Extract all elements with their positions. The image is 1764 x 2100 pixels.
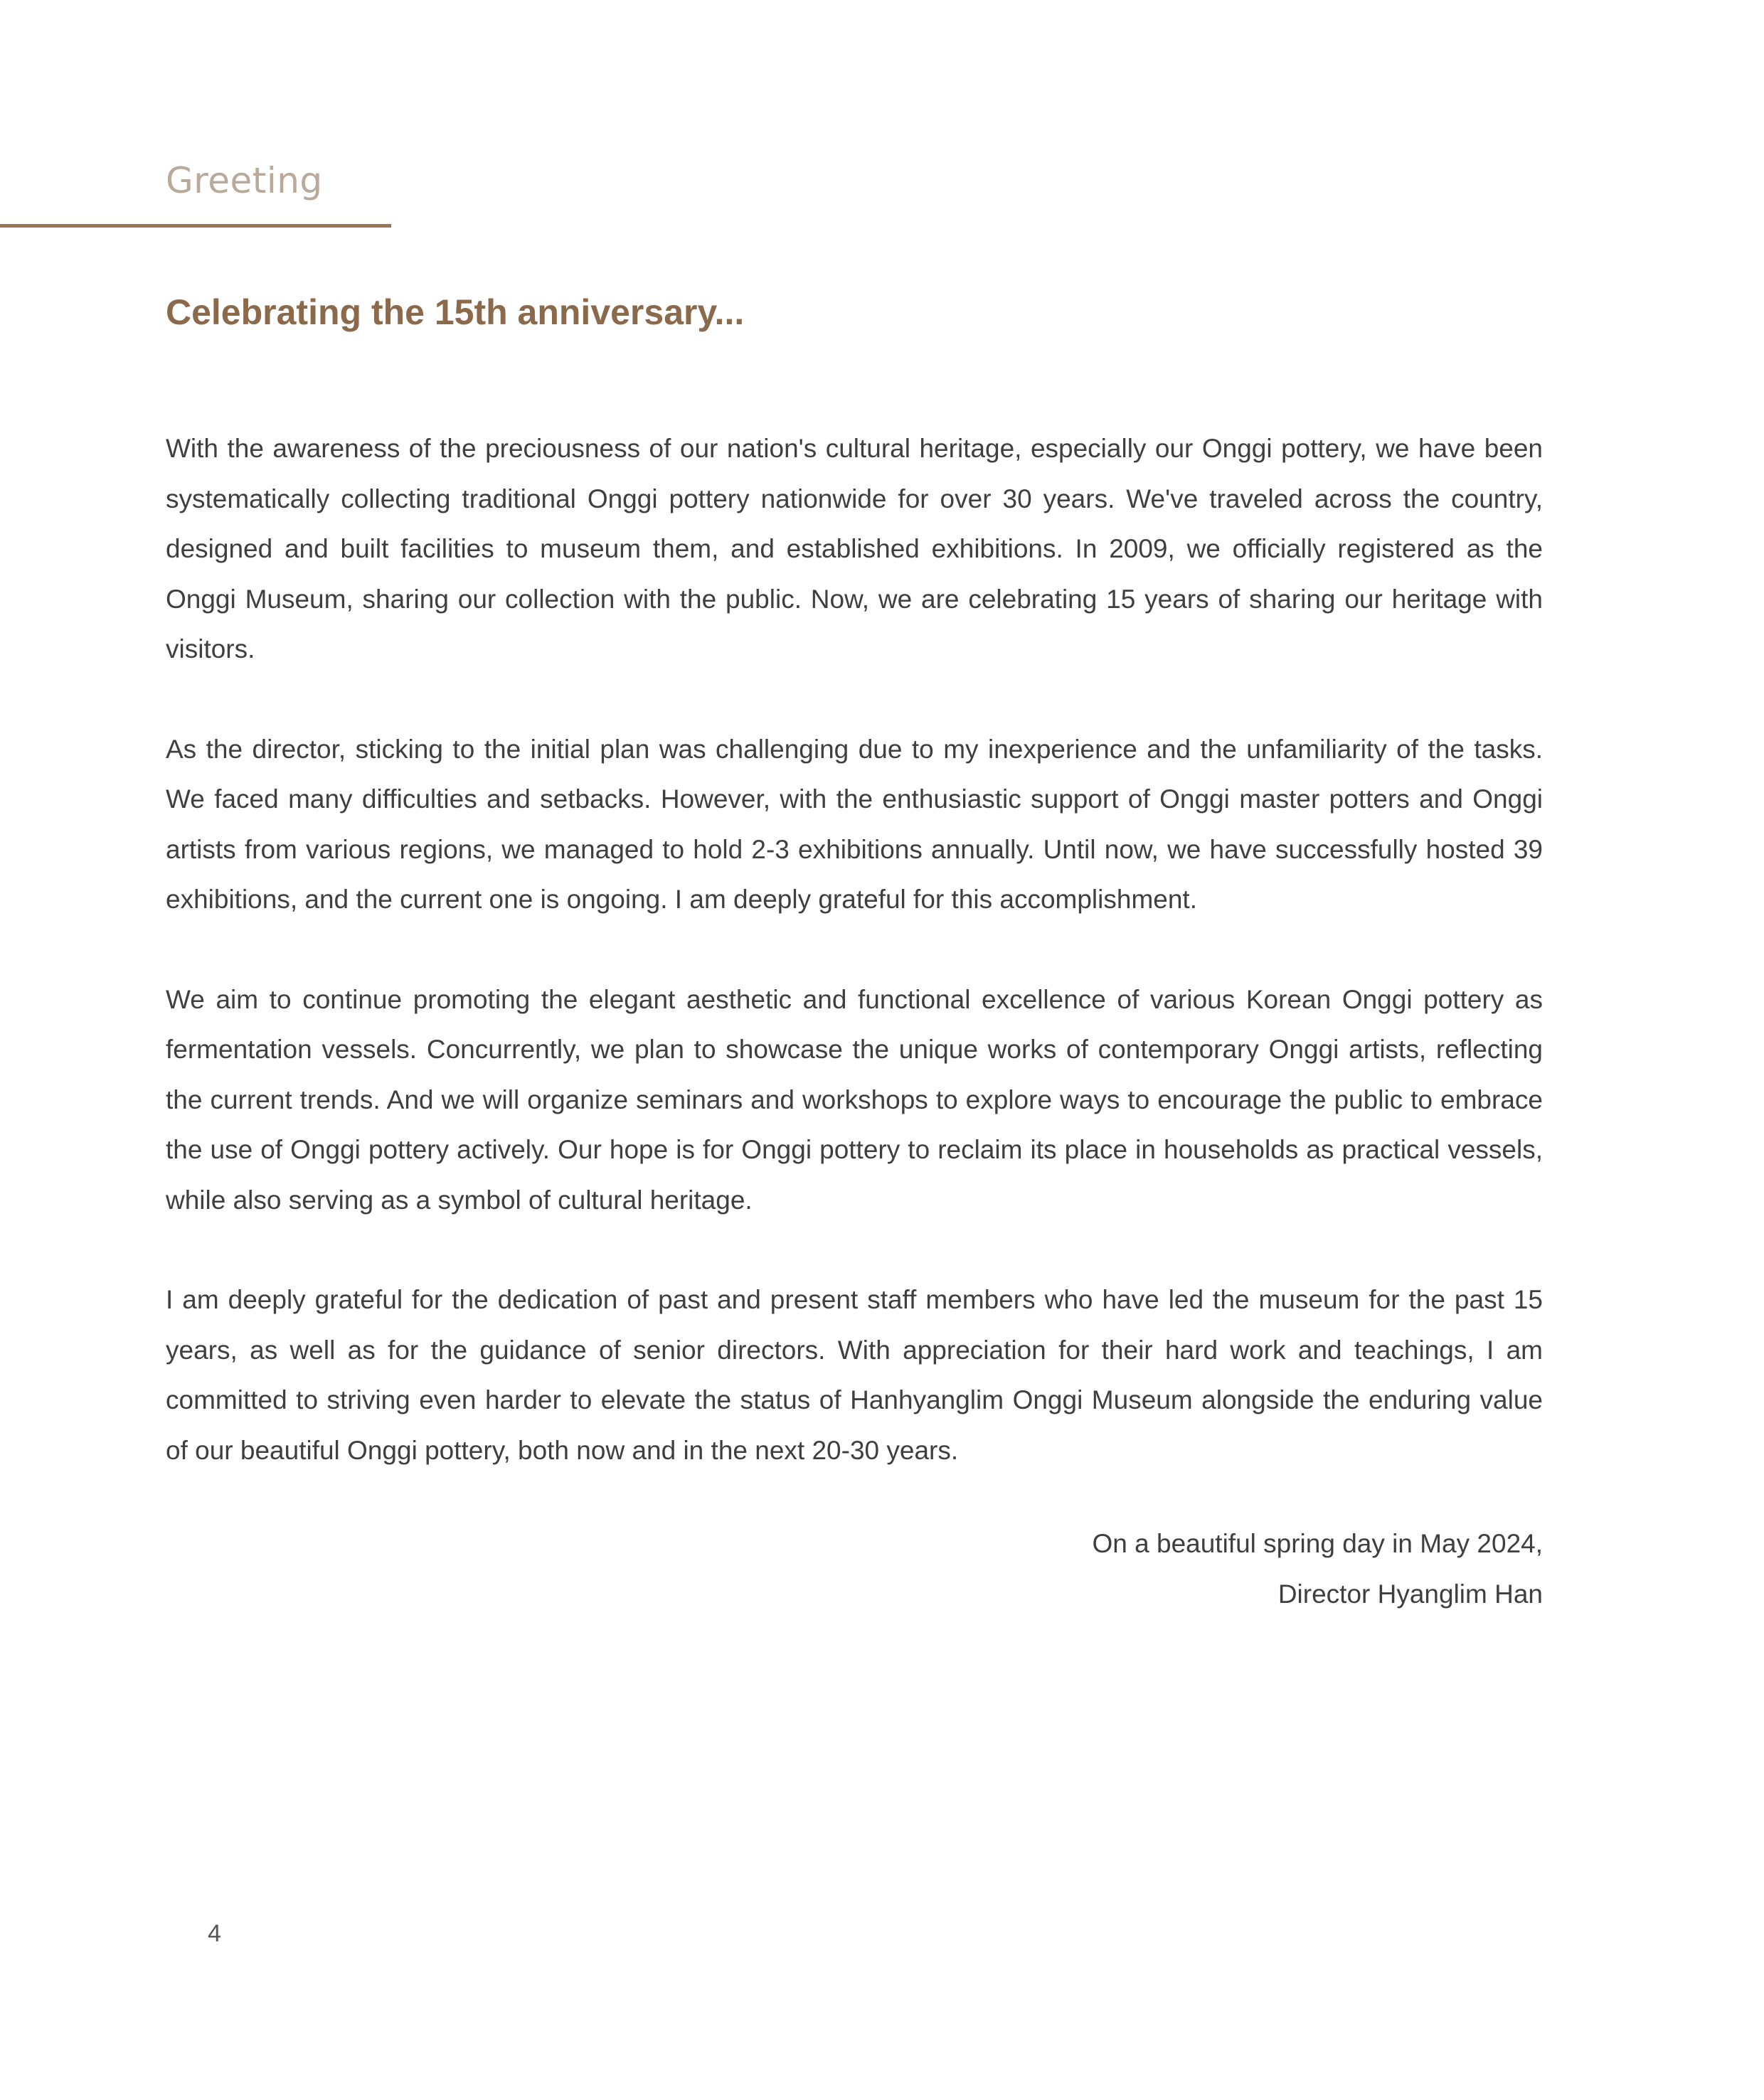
signature-date: On a beautiful spring day in May 2024, [1092,1529,1543,1558]
page-title: Celebrating the 15th anniversary... [166,292,745,332]
signature-name: Director Hyanglim Han [1277,1579,1543,1609]
section-label: Greeting [166,160,323,201]
greeting-body [166,424,1543,1525]
paragraph-4: I am deeply grateful for the dedication of past and present staff members who have led the museum for the past 15 years, as well as for the guidance of senior directors. With appreciation for their hard work and teachings, I am committed to striving even harder to elevate the status of Hanhyanglim Onggi Museum alongside the enduring value of our beautiful Onggi pottery, both now and in the next 20-30 years. [166,1285,1543,1465]
signature-block [166,1519,1543,1619]
paragraph-3: We aim to continue promoting the elegant aesthetic and functional excellence of various Korean Onggi pottery as fermentation vessels. Concurrently, we plan to showcase the unique works of contemporary Onggi artists, reflecting the current trends. And we will organize seminars and workshops to explore ways to encourage the public to embrace the use of Onggi pottery actively. Our hope is for Onggi pottery to reclaim its place in households as practical vessels, while also serving as a symbol of cultural heritage. [166,984,1543,1215]
paragraph-1: With the awareness of the preciousness of our nation's cultural heritage, especially our Onggi pottery, we have been systematically collecting traditional Onggi pottery nationwide for over 30 years. We've traveled across the country, designed and built facilities to museum them, and established exhibitions. In 2009, we officially registered as the Onggi Museum, sharing our collection with the public. Now, we are celebrating 15 years of sharing our heritage with visitors. [166,434,1543,663]
paragraph-2: As the director, sticking to the initial plan was challenging due to my inexperience and the unfamiliarity of the tasks. We faced many difficulties and setbacks. However, with the enthusiastic support of Onggi master potters and Onggi artists from various regions, we managed to hold 2-3 exhibitions annually. Until now, we have successfully hosted 39 exhibitions, and the current one is ongoing. I am deeply grateful for this accomplishment. [166,734,1543,914]
page-number: 4 [208,1920,221,1947]
section-divider [0,224,391,228]
